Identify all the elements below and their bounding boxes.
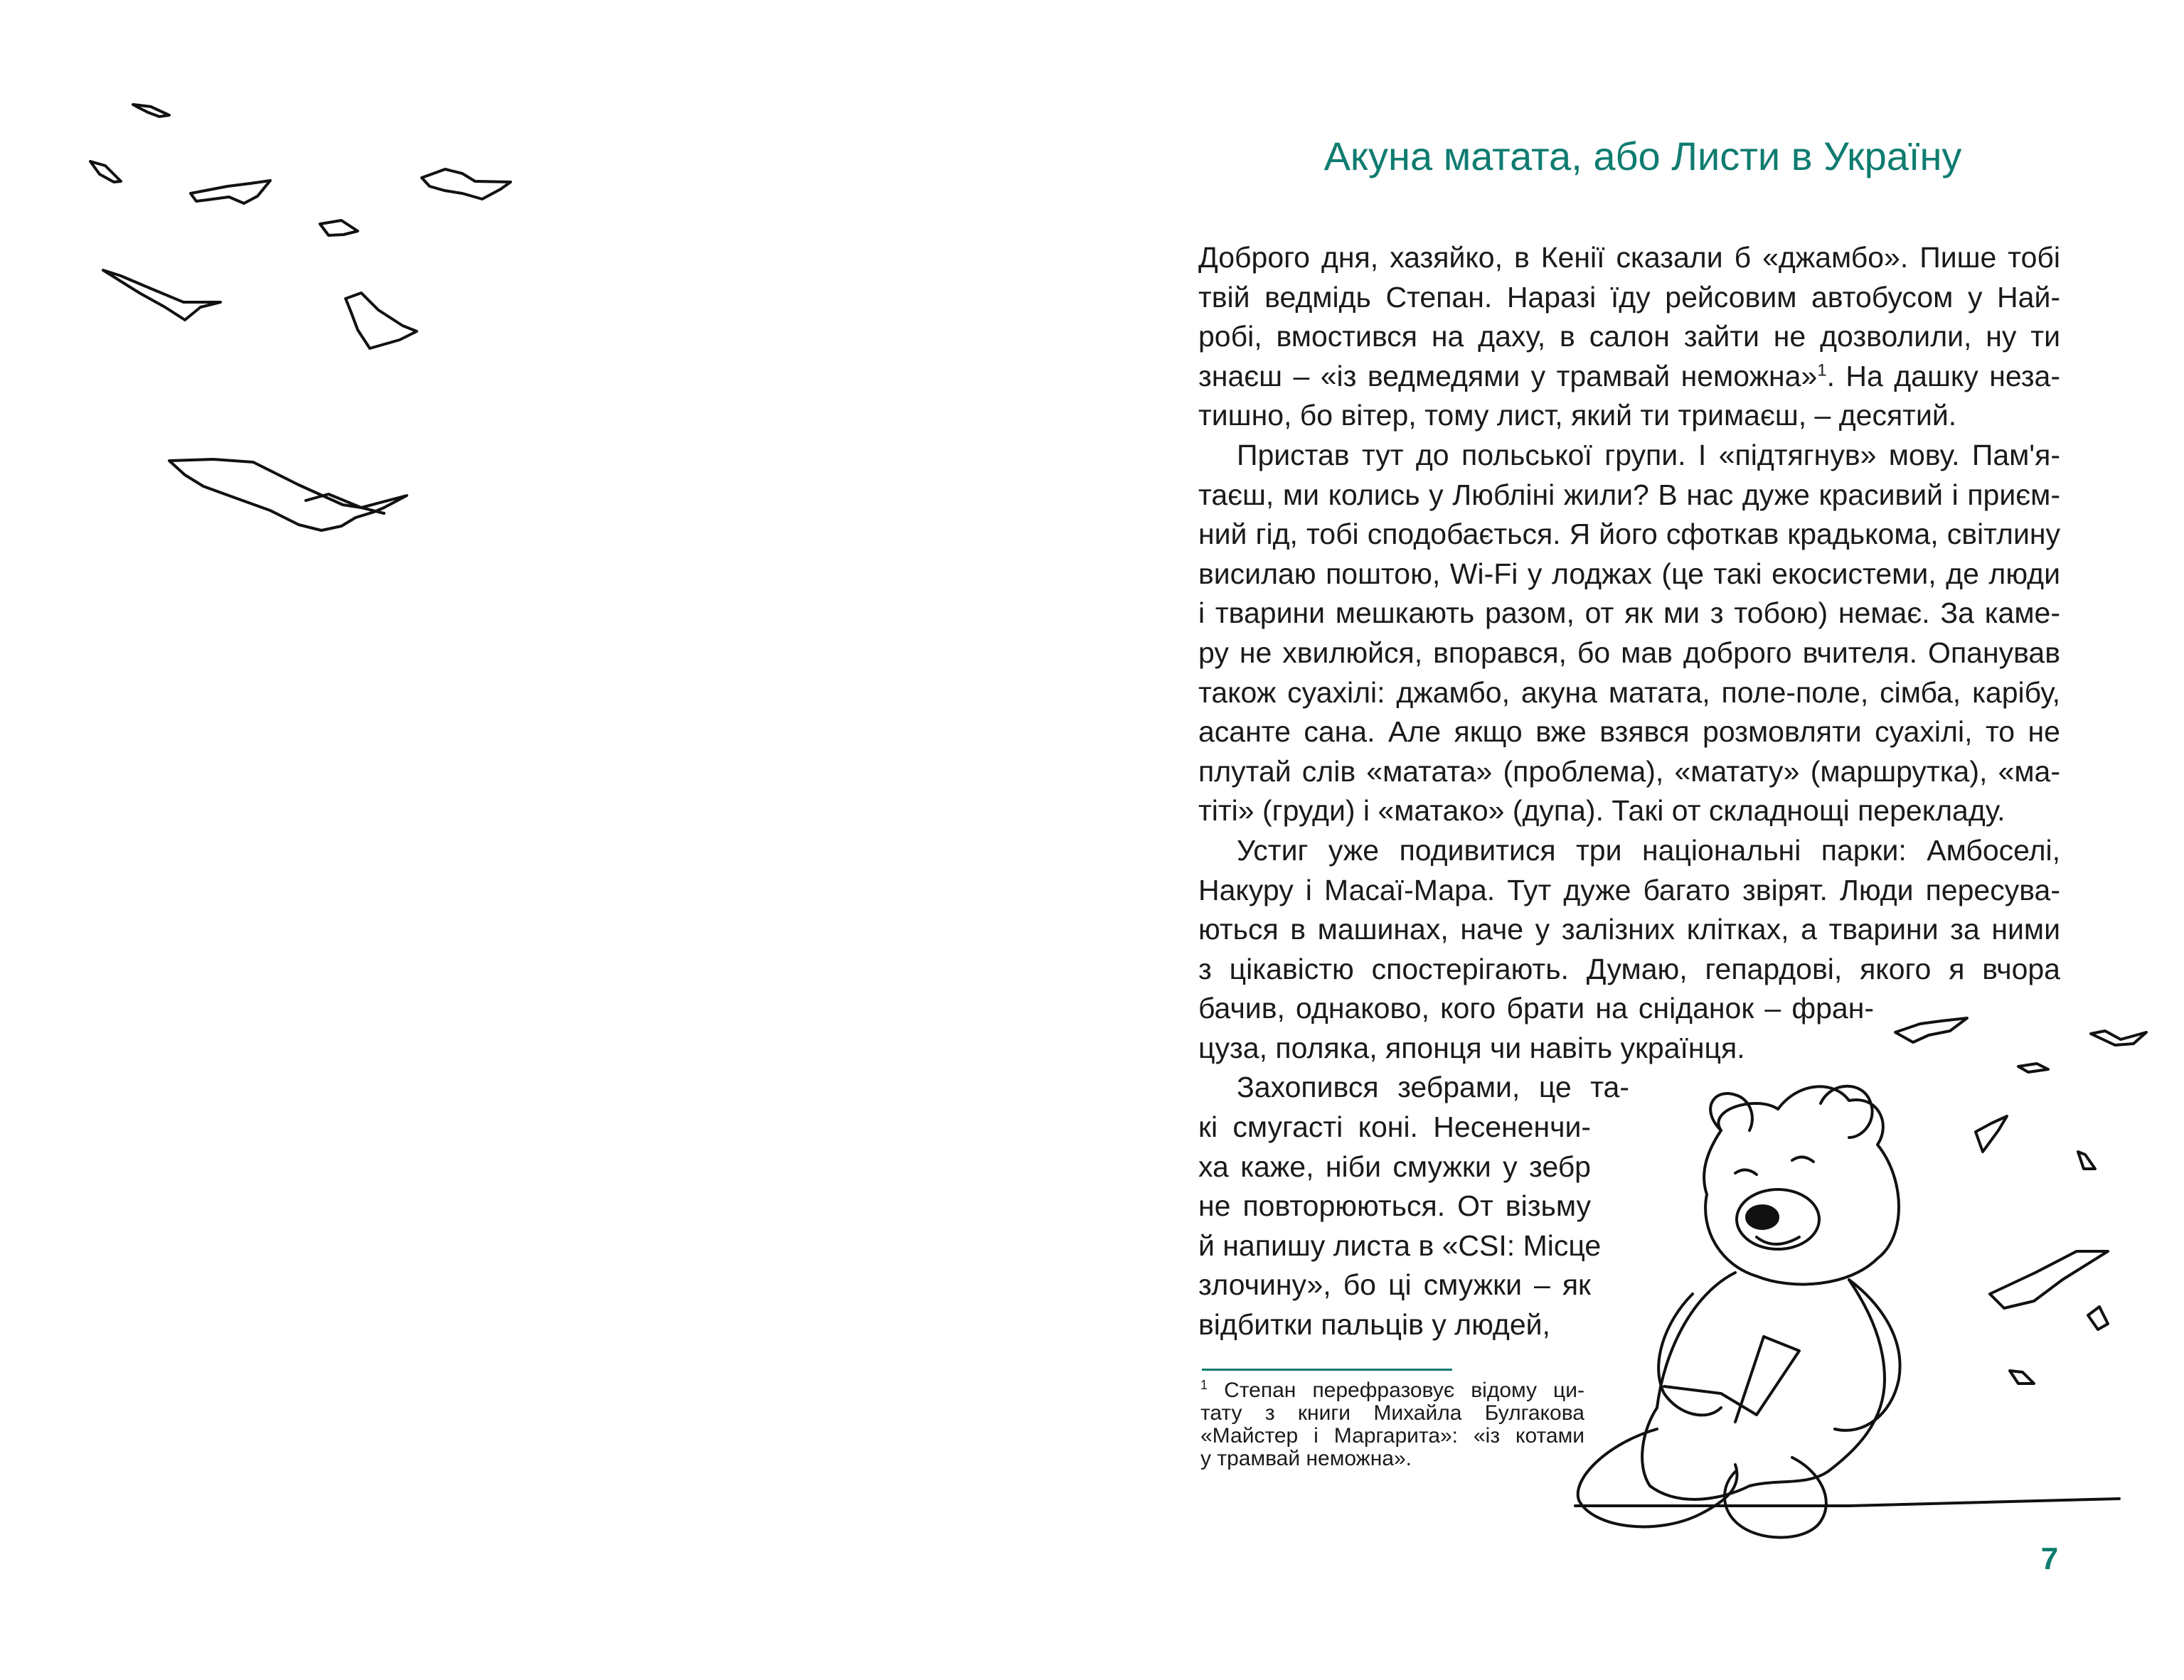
text-line: ру не хвилюйся, впорався, бо мав доброго вчителя. Опанував <box>1198 636 2060 669</box>
bear-arm-right <box>1835 1280 1900 1430</box>
footnote-reference[interactable]: 1 <box>1817 360 1827 380</box>
text-line: Устиг уже подивитися три національні парки: Амбоселі, <box>1237 833 2060 867</box>
paper-scrap <box>2010 1371 2034 1384</box>
page-number: 7 <box>2040 1541 2059 1576</box>
text-line: асанте сана. Але якщо вже взявся розмовляти суахілі, то не <box>1198 715 2060 749</box>
text-line: ний гід, тобі сподобається. Я його сфоткав крадькома, світлину <box>1198 518 2060 551</box>
paper-scrap <box>2088 1307 2108 1329</box>
paper-scrap <box>1895 1018 1967 1042</box>
chapter-title: Акуна матата, або Листи в Україну <box>1323 134 1962 178</box>
text-line: тишно, бо вітер, тому лист, який ти тримаєш, – десятий. <box>1198 399 1957 432</box>
text-line: й напишу листа в «CSI: Місце <box>1198 1229 1602 1262</box>
text-line: злочину», бо ці смужки – як <box>1198 1268 1591 1302</box>
footnote-line: «Майстер і Маргарита»: «із котами <box>1200 1424 1584 1448</box>
text-line: не повторюються. От візьму <box>1198 1189 1591 1223</box>
bear-arm-left <box>1658 1294 1721 1415</box>
bear-ear-left <box>1710 1093 1752 1130</box>
bear-head <box>1704 1086 1899 1284</box>
bear-nose <box>1747 1206 1778 1229</box>
footnote-mark: 1 <box>1200 1378 1208 1392</box>
text-line: тіті» (груди) і «матако» (дупа). Такі от складнощі перекладу. <box>1198 794 2005 828</box>
text-line: висилаю поштою, Wi-Fi у лоджах (це такі екосистеми, де люди <box>1198 557 2060 590</box>
paper-scrap <box>2091 1031 2146 1045</box>
text-line: таєш, ми колись у Любліні жили? В нас дуже красивий і приєм- <box>1198 478 2060 511</box>
bear-leg-right <box>1725 1457 1826 1538</box>
paper-scrap <box>1990 1251 2108 1308</box>
text-line: з цікавістю спостерігають. Думаю, гепардові, якого я вчора <box>1198 952 2060 985</box>
text-line: плутай слів «матата» (проблема), «матату» (маршрутка), «ма- <box>1198 754 2060 788</box>
text-line: Пристав тут до польської групи. І «підтягнув» мову. Пам'я- <box>1237 438 2060 471</box>
footnote-line: тату з книги Михайла Булгакова <box>1200 1401 1584 1425</box>
bear-leg-left <box>1578 1429 1737 1526</box>
text-line: бачив, однаково, кого брати на сніданок – фран- <box>1198 992 1874 1025</box>
text-segment: знаєш – «із ведмедями у трамвай неможна» <box>1198 359 1818 392</box>
text-line: Накуру і Масаї-Мара. Тут дуже багато звірят. Люди пересува- <box>1198 873 2060 906</box>
text-line: ха каже, ніби смужки у зебр <box>1198 1150 1591 1183</box>
text-line: робі, вмостився на даху, в салон зайти не дозволили, ну ти <box>1198 320 2060 353</box>
text-line: відбитки пальців у людей, <box>1198 1308 1550 1342</box>
bear-body <box>1642 1273 1885 1499</box>
text-line: твій ведмідь Степан. Наразі їду рейсовим автобусом у Най- <box>1198 280 2060 314</box>
bear-eye-right <box>1792 1157 1813 1162</box>
bear-mouth <box>1757 1237 1799 1244</box>
paper-scrap <box>2018 1064 2048 1072</box>
text-segment: . На дашку неза- <box>1826 359 2060 392</box>
text-line: цуза, поляка, японця чи навіть українця. <box>1198 1031 1745 1064</box>
text-line: кі смугасті коні. Несененчи- <box>1198 1111 1591 1144</box>
bear-ear-right <box>1821 1086 1873 1138</box>
text-line: також суахілі: джамбо, акуна матата, поле-поле, сімба, карібу, <box>1198 675 2060 709</box>
text-line: і тварини мешкають разом, от як ми з тобою) немає. За каме- <box>1198 596 2060 630</box>
footnote-line: у трамвай неможна». <box>1200 1447 1412 1470</box>
ground-line <box>1575 1499 2119 1506</box>
text-line: ються в машинах, наче у залізних клітках, а тварини за ними <box>1198 913 2060 946</box>
text-line: Доброго дня, хазяйко, в Кенії сказали б «джамбо». Пише тобі <box>1198 241 2060 274</box>
text-line: Захопився зебрами, це та- <box>1237 1071 1629 1104</box>
paper-scrap <box>1976 1116 2007 1152</box>
paper-scrap <box>2078 1152 2095 1169</box>
letter-paper <box>1664 1337 1799 1415</box>
bear-eye-left <box>1735 1170 1757 1175</box>
footnote-text: Степан перефразовує відому ци- <box>1224 1379 1584 1402</box>
